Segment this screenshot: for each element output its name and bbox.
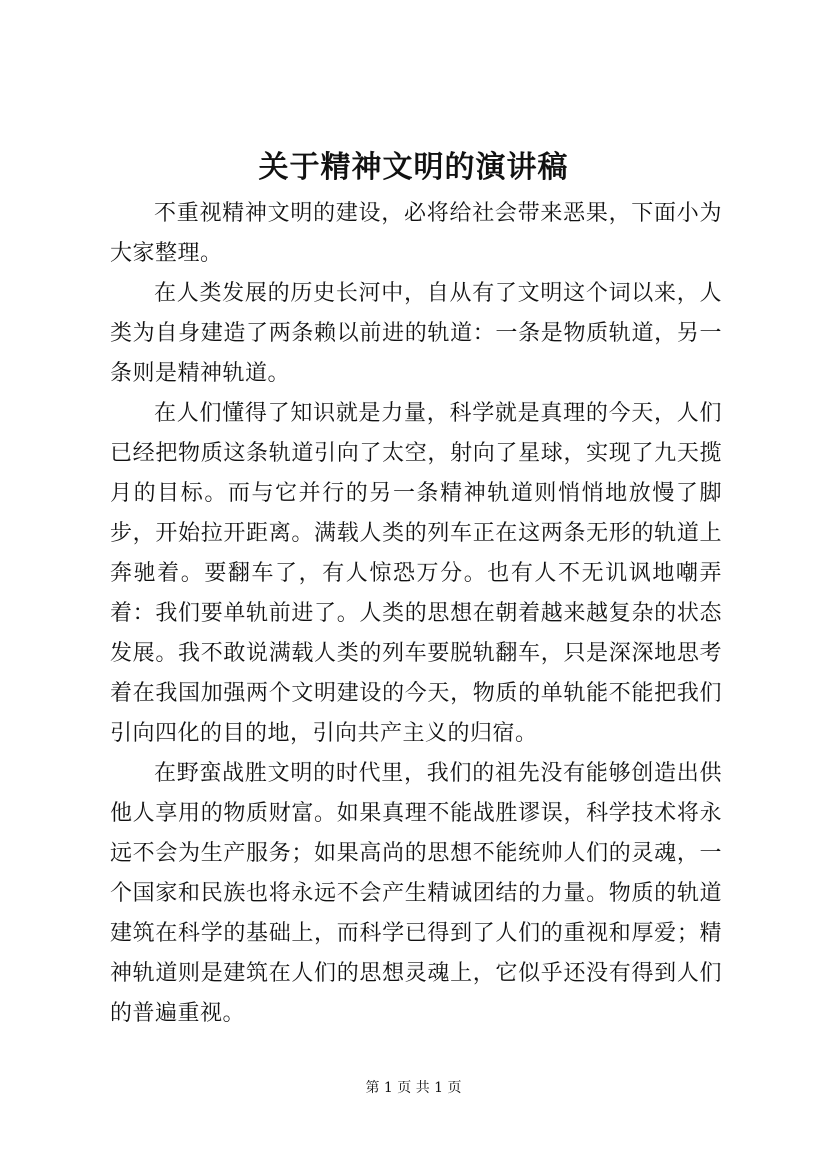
paragraph-2: 在人类发展的历史长河中，自从有了文明这个词以来，人类为自身建造了两条赖以前进的轨道：一条是物质轨道，另一条则是精神轨道。 (110, 281, 722, 386)
paragraph-3: 在人们懂得了知识就是力量，科学就是真理的今天，人们已经把物质这条轨道引向了太空，射向了星球，实现了九天揽月的目标。而与它并行的另一条精神轨道则悄悄地放慢了脚步，开始拉开距离。满载人类的列车正在这两条无形的轨道上奔驰着。要翻车了，有人惊恐万分。也有人不无讥讽地嘲弄着：我们要单轨前进了。人类的思想在朝着越来越复杂的状态发展。我不敢说满载人类的列车要脱轨翻车，只是深深地思考着在我国加强两个文明建设的今天，物质的单轨能不能把我们引向四化的目的地，引向共产主义的归宿。 (110, 401, 722, 746)
document-body (110, 194, 722, 1034)
paragraph-1: 不重视精神文明的建设，必将给社会带来恶果，下面小为大家整理。 (110, 201, 722, 266)
document-title: 关于精神文明的演讲稿 (258, 150, 569, 185)
paragraph-4: 在野蛮战胜文明的时代里，我们的祖先没有能够创造出供他人享用的物质财富。如果真理不能战胜谬误，科学技术将永远不会为生产服务；如果高尚的思想不能统帅人们的灵魂，一个国家和民族也将永远不会产生精诚团结的力量。物质的轨道建筑在科学的基础上，而科学已得到了人们的重视和厚爱；精神轨道则是建筑在人们的思想灵魂上，它似乎还没有得到人们的普遍重视。 (110, 761, 722, 1026)
page-footer: 第 1 页 共 1 页 (365, 1080, 462, 1096)
